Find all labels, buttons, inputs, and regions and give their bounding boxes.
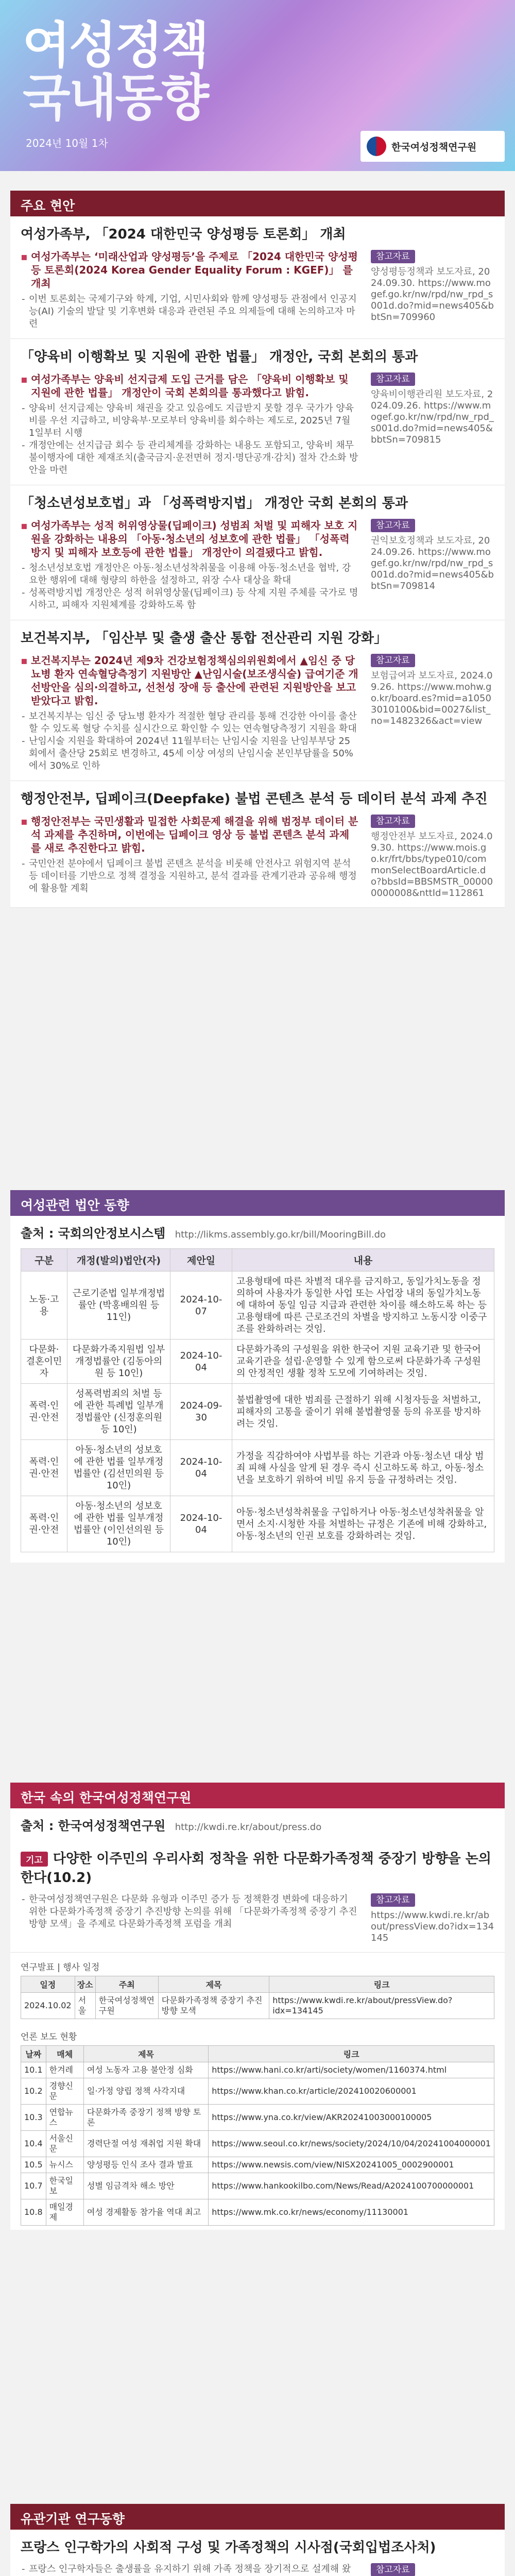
issue-item <box>10 339 505 485</box>
legislation-cell-category: 폭력·인권·안전 <box>21 1440 67 1496</box>
kwdi-article-title[interactable]: 기고 다양한 이주민의 우리사회 정착을 위한 다문화가족정책 중장기 방향을 논의한다(10.2) <box>21 1851 491 1886</box>
mini-cell: 성별 임금격차 해소 방안 <box>83 2173 208 2199</box>
issue-source <box>371 815 494 899</box>
mini-col-header: 날짜 <box>21 2046 46 2062</box>
issue-content <box>21 654 358 772</box>
legislation-cell-date: 2024-09-30 <box>170 1384 232 1440</box>
issue-bullet: - 보건복지부는 임신 중 당뇨병 환자가 적절한 혈당 관리를 통해 건강한 아이를 출산할 수 있도록 혈당 수치를 실시간으로 확인할 수 있는 연속혈당측정기 지원을 확대 <box>21 710 358 735</box>
issue-highlight: ▪ 여성가족부는 성적 허위영상물(딥페이크) 성범죄 처벌 및 피해자 보호 지원을 강화하는 내용의 「아동·청소년의 성보호에 관한 법률」 「성폭력방지 및 피해자 보호등에 관한 법률」 개정안이 의결됐다고 밝힘. <box>21 519 358 559</box>
mini-cell: 여성 노동자 고용 불안정 심화 <box>83 2062 208 2078</box>
mini-row <box>21 2173 494 2199</box>
legislation-cell-bill[interactable]: 성폭력범죄의 처벌 등에 관한 특례법 일부개정법률안 (신정훈의원 등 10인) <box>67 1384 170 1440</box>
legislation-cell-category: 폭력·인권·안전 <box>21 1496 67 1552</box>
legislation-col-header: 구분 <box>21 1249 67 1272</box>
domestic-issues-section <box>10 191 505 908</box>
mini-col-header: 제목 <box>83 2046 208 2062</box>
org-name: 한국여성정책연구원 <box>391 141 477 153</box>
mini-cell: 다문화가족정책 중장기 추진방향 모색 <box>158 1993 269 2019</box>
issue-source-label: 참고자료 <box>371 372 415 386</box>
mini-link-cell[interactable]: https://www.khan.co.kr/article/202410020600001 <box>209 2078 494 2105</box>
legislation-cell-category: 노동·고용 <box>21 1272 67 1340</box>
legislation-cell-date: 2024-10-04 <box>170 1496 232 1552</box>
legislation-row <box>21 1272 494 1340</box>
mini-col-header: 매체 <box>46 2046 83 2062</box>
org-logo[interactable] <box>360 131 505 162</box>
issue-bullet: - 양육비 선지급제는 양육비 채권을 갖고 있음에도 지급받지 못할 경우 국가가 양육비를 우선 지급하고, 비양육부·모로부터 양육비를 회수하는 제도로, 2025년 7월 1일부터 시행 <box>21 402 358 439</box>
kwdi-article <box>10 1841 505 1953</box>
related-research-section <box>10 2504 505 2576</box>
legislation-row <box>21 1384 494 1440</box>
kwdi-press-label: 언론 보도 현황 <box>21 2032 77 2042</box>
legislation-cell-content: 가정을 직감하여야 사법부를 하는 기관과 아동·청소년 대상 범죄 피해 사실을 알게 된 경우 즉시 신고하도록 하고, 아동·청소년을 보호하기 위하여 비밀 유지 등을 규정하려는 것임. <box>232 1440 494 1496</box>
related-section-header: 유관기관 연구동향 <box>10 2504 505 2530</box>
related-items <box>10 2530 505 2576</box>
mini-col-header: 주최 <box>95 1976 158 1993</box>
issue-title[interactable]: 보건복지부, 「임산부 및 출생 출산 통합 전산관리 지원 강화」 <box>21 631 387 646</box>
issue-source <box>371 654 494 772</box>
kwdi-source-link[interactable]: http://kwdi.re.kr/about/press.do <box>175 1822 322 1833</box>
mini-cell: 일·가정 양립 정책 사각지대 <box>83 2078 208 2105</box>
mini-row <box>21 2131 494 2157</box>
legislation-cell-date: 2024-10-07 <box>170 1272 232 1340</box>
legislation-cell-bill[interactable]: 아동·청소년의 성보호에 관한 법률 일부개정법률안 (김선민의원 등 10인) <box>67 1440 170 1496</box>
legislation-table <box>21 1248 494 1552</box>
mini-cell: 10.8 <box>21 2199 46 2226</box>
legislation-cell-bill[interactable]: 근로기준법 일부개정법률안 (박홍배의원 등 11인) <box>67 1272 170 1340</box>
mini-cell: 한겨레 <box>46 2062 83 2078</box>
issue-title[interactable]: 「양육비 이행확보 및 지원에 관한 법률」 개정안, 국회 본회의 통과 <box>21 349 418 365</box>
mini-cell: 경향신문 <box>46 2078 83 2105</box>
mini-cell: 서울 <box>75 1993 95 2019</box>
mini-row <box>21 2105 494 2131</box>
legislation-row <box>21 1340 494 1384</box>
mini-link-cell[interactable]: https://www.seoul.co.kr/news/society/2024/10/04/20241004000001 <box>209 2131 494 2157</box>
kwdi-events-table <box>21 1976 494 2019</box>
kwdi-source <box>10 1808 505 1841</box>
legislation-cell-content: 불법촬영에 대한 범죄를 근절하기 위해 시청자등을 처벌하고, 피해자의 고통을 줄이기 위해 불법촬영물 등의 유포를 방지하려는 것임. <box>232 1384 494 1440</box>
legislation-source-title: 출처 : 국회의안정보시스템 <box>21 1226 166 1241</box>
mini-cell: 10.1 <box>21 2062 46 2078</box>
mini-cell: 다문화가족 중장기 정책 방향 토론 <box>83 2105 208 2131</box>
legislation-cell-content: 아동·청소년성착취물을 구입하거나 아동·청소년성착취물을 알면서 소지·시청한 자를 처벌하는 규정은 기존에 비해 강화하고, 아동·청소년의 인권 보호를 강화하려는 것임. <box>232 1496 494 1552</box>
mini-link-cell[interactable]: https://www.hani.co.kr/arti/society/women/1160374.html <box>209 2062 494 2078</box>
mini-cell: 10.4 <box>21 2131 46 2157</box>
issue-source-label: 참고자료 <box>371 250 415 263</box>
mini-cell: 10.7 <box>21 2173 46 2199</box>
kwdi-article-badge: 기고 <box>21 1852 48 1867</box>
legislation-col-header: 제안일 <box>170 1249 232 1272</box>
legislation-col-header: 개정(발의)법안(자) <box>67 1249 170 1272</box>
legislation-col-header: 내용 <box>232 1249 494 1272</box>
legislation-section <box>10 1190 505 1563</box>
mini-cell: 한국여성정책연구원 <box>95 1993 158 2019</box>
mini-cell: 10.3 <box>21 2105 46 2131</box>
mini-cell: 양성평등 인식 조사 결과 발표 <box>83 2157 208 2173</box>
mini-cell: 뉴시스 <box>46 2157 83 2173</box>
mini-cell: 서울신문 <box>46 2131 83 2157</box>
newsletter-subtitle: 국내동향 <box>23 69 208 127</box>
issue-bullet: - 난임시술 지원을 확대하여 2024년 11월부터는 난임시술 지원을 난임부부당 25회에서 출산당 25회로 변경하고, 45세 이상 여성의 난임시술 본인부담률을 50%에서 30%로 인하 <box>21 735 358 772</box>
mini-col-header: 링크 <box>209 2046 494 2062</box>
legislation-cell-category: 폭력·인권·안전 <box>21 1384 67 1440</box>
issue-content <box>21 250 358 330</box>
issue-source-link[interactable]: 권익보호정책과 보도자료, 2024.09.26. https://www.mogef.go.kr/nw/rpd/nw_rpd_s001d.do?mid=news405&bbtSn=709814 <box>371 535 494 591</box>
research-item <box>10 2530 505 2576</box>
research-source-label: 참고자료 <box>371 2563 415 2576</box>
mini-cell: 연합뉴스 <box>46 2105 83 2131</box>
issue-item <box>10 216 505 339</box>
header-banner <box>0 0 515 171</box>
legislation-row <box>21 1440 494 1496</box>
kwdi-section-header: 한국 속의 한국여성정책연구원 <box>10 1783 505 1808</box>
legislation-source <box>10 1216 505 1248</box>
mini-cell: 경력단절 여성 재취업 지원 확대 <box>83 2131 208 2157</box>
issue-item <box>10 485 505 620</box>
issue-bullet: - 청소년성보호법 개정안은 아동·청소년성착취물을 이용해 아동·청소년을 협박, 강요한 행위에 대해 형량의 하한을 설정하고, 위장 수사 대상을 확대 <box>21 562 358 587</box>
issue-highlight: ▪ 여성가족부는 양육비 선지급제 도입 근거를 담은 「양육비 이행확보 및 지원에 관한 법률」 개정안이 국회 본회의를 통과했다고 밝힘. <box>21 372 358 399</box>
kwdi-press-table <box>21 2045 494 2226</box>
issue-bullet: - 이번 토론회는 국제기구와 학계, 기업, 시민사회와 함께 양성평등 관점에서 인공지능(AI) 기술의 발달 및 기후변화 대응과 관련된 주요 의제들에 대해 논의하고자 마련 <box>21 293 358 330</box>
kwdi-article-source <box>371 1893 494 1944</box>
mini-cell: 10.2 <box>21 2078 46 2105</box>
mini-row <box>21 1993 494 2019</box>
kwdi-events-label: 연구발표 | 행사 일정 <box>21 1962 100 1973</box>
mini-col-header: 링크 <box>269 1976 494 1993</box>
issue-content <box>21 519 358 612</box>
issue-highlight: ▪ 행정안전부는 국민생활과 밀접한 사회문제 해결을 위해 범정부 데이터 분석 과제를 추진하며, 이번에는 딥페이크 영상 등 불법 콘텐츠 분석 과제를 새로 추진한다고 밝힘. <box>21 815 358 855</box>
legislation-table-body <box>21 1272 494 1552</box>
research-text: - 프랑스 인구학자들은 출생률을 유지하기 위해 가족 정책을 장기적으로 설계해 왔 <box>21 2563 358 2576</box>
issue-highlight: ▪ 여성가족부는 ‘미래산업과 양성평등’을 주제로 「2024 대한민국 양성평등 토론회(2024 Korea Gender Equality Forum : KGEF)」 를 개최 <box>21 250 358 290</box>
issue-source-label: 참고자료 <box>371 815 415 828</box>
issue-source-link[interactable]: 보험급여과 보도자료, 2024.09.26. https://www.mohw.go.kr/board.es?mid=a10503010100&bid=0027&list_no=1482326&act=view <box>371 670 493 726</box>
mini-cell: 한국일보 <box>46 2173 83 2199</box>
research-title[interactable]: 프랑스 인구학가의 사회적 구성 및 가족정책의 시사점(국회입법조사처) <box>21 2540 436 2555</box>
newsletter-title: 여성정책 <box>23 16 208 74</box>
issue-bullet: - 성폭력방지법 개정안은 성적 허위영상물(딥페이크) 등 삭제 지원 주체를 국가로 명시하고, 피해자 지원체계를 강화하도록 함 <box>21 587 358 612</box>
mini-cell: 여성 경제활동 참가율 역대 최고 <box>83 2199 208 2226</box>
mini-cell: 2024.10.02 <box>21 1993 75 2019</box>
legislation-cell-bill[interactable]: 다문화가족지원법 일부개정법률안 (김동아의원 등 10인) <box>67 1340 170 1384</box>
mini-cell: 매일경제 <box>46 2199 83 2226</box>
mini-row <box>21 2157 494 2173</box>
legislation-cell-date: 2024-10-04 <box>170 1440 232 1496</box>
issue-highlight: ▪ 보건복지부는 2024년 제9차 건강보험정책심의위원회에서 ▲임신 중 당뇨병 환자 연속혈당측정기 지원방안 ▲난임시술(보조생식술) 급여기준 개선방안을 심의·의결하고, 선천성 장애 등 출산에 관련된 지원방안을 보고받았다고 밝힘. <box>21 654 358 707</box>
legislation-row <box>21 1496 494 1552</box>
mini-col-header: 장소 <box>75 1976 95 1993</box>
issue-source-link[interactable]: 행정안전부 보도자료, 2024.09.30. https://www.mois.go.kr/frt/bbs/type010/commonSelectBoardArticle.do?bbsId=BBSMSTR_000000000008&nttId=112861 <box>371 831 493 899</box>
legislation-cell-bill[interactable]: 아동·청소년의 성보호에 관한 법률 일부개정법률안 (이인선의원 등 10인) <box>67 1496 170 1552</box>
legislation-cell-content: 다문화가족의 구성원을 위한 한국어 지원 교육기관 및 한국어 교육기관을 설립·운영할 수 있게 함으로써 다문화가족 구성원의 안정적인 생활 정착 도모에 기여하려는 것임. <box>232 1340 494 1384</box>
domestic-items <box>10 216 505 908</box>
mini-row <box>21 2078 494 2105</box>
mini-row <box>21 2062 494 2078</box>
issue-item <box>10 781 505 908</box>
kwdi-section <box>10 1783 505 2230</box>
issue-source <box>371 519 494 612</box>
mini-link-cell[interactable]: https://www.newsis.com/view/NISX20241005_0002900001 <box>209 2157 494 2173</box>
research-source <box>371 2563 494 2576</box>
issue-source <box>371 250 494 330</box>
kwdi-source-title: 출처 : 한국여성정책연구원 <box>21 1819 166 1833</box>
mini-cell: 10.5 <box>21 2157 46 2173</box>
domestic-section-header: 주요 현안 <box>10 191 505 216</box>
issue-source-link[interactable]: 양육비이행관리원 보도자료, 2024.09.26. https://www.mogef.go.kr/nw/rpd/nw_rpd_s001d.do?mid=news405&bbtSn=709815 <box>371 389 494 445</box>
issue-content <box>21 815 358 899</box>
mini-col-header: 제목 <box>158 1976 269 1993</box>
mini-link-cell[interactable]: https://www.mk.co.kr/news/economy/11130001 <box>209 2199 494 2226</box>
legislation-cell-category: 다문화·결혼이민자 <box>21 1340 67 1384</box>
mini-link-cell[interactable]: https://www.kwdi.re.kr/about/pressView.do?idx=134145 <box>269 1993 494 2019</box>
issue-bullet: - 개정안에는 선지급금 회수 등 관리체계를 강화하는 내용도 포함되고, 양육비 채무 불이행자에 대한 제재조치(출국금지·운전면허 정지·명단공개·감치) 절차 간소화 방안을 마련 <box>21 439 358 477</box>
issue-source-label: 참고자료 <box>371 519 415 532</box>
org-logo-icon <box>367 137 386 156</box>
issue-source <box>371 372 494 477</box>
issue-item <box>10 620 505 781</box>
issue-title[interactable]: 행정안전부, 딥페이크(Deepfake) 불법 콘텐츠 분석 등 데이터 분석 과제 추진 <box>21 791 488 807</box>
legislation-source-link[interactable]: http://likms.assembly.go.kr/bill/MooringBill.do <box>175 1229 386 1240</box>
issue-bullet: - 국민안전 분야에서 딥페이크 불법 콘텐츠 분석을 비롯해 안전사고 위험지역 분석 등 데이터를 기반으로 정책 결정을 지원하고, 분석 결과를 관계기관과 공유해 행정에 활용할 계획 <box>21 858 358 895</box>
mini-row <box>21 2199 494 2226</box>
mini-link-cell[interactable]: https://www.yna.co.kr/view/AKR20241003000100005 <box>209 2105 494 2131</box>
legislation-cell-date: 2024-10-04 <box>170 1340 232 1384</box>
kwdi-article-source-label: 참고자료 <box>371 1893 415 1907</box>
kwdi-article-text: - 한국여성정책연구원은 다문화 유형과 이주민 증가 등 정책환경 변화에 대응하기 위한 다문화가족정책 중장기 추진방향 논의를 위해 「다문화가족정책 중장기 추진 방향 모색」을 주제로 다문화가족정책 포럼을 개최 <box>21 1893 358 1944</box>
issue-source-link[interactable]: 양성평등정책과 보도자료, 2024.09.30. https://www.mogef.go.kr/nw/rpd/nw_rpd_s001d.do?mid=news405&bbtSn=709960 <box>371 266 494 323</box>
mini-col-header: 일정 <box>21 1976 75 1993</box>
legislation-cell-content: 고용형태에 따른 차별적 대우를 금지하고, 동일가치노동을 정의하여 사용자가 동일한 사업 또는 사업장 내의 동일가치노동에 대하여 동일 임금 지급과 관련한 차이를 해소하도록 하는 등 고용형태에 따른 근로조건의 차별을 방지하고 노동시장 이중구조를 완화하려는 것임. <box>232 1272 494 1340</box>
issue-source-label: 참고자료 <box>371 654 415 667</box>
issue-date: 2024년 10월 1차 <box>26 137 108 149</box>
legislation-section-header: 여성관련 법안 동향 <box>10 1190 505 1216</box>
issue-title[interactable]: 「청소년성보호법」과 「성폭력방지법」 개정안 국회 본회의 통과 <box>21 496 408 511</box>
issue-title[interactable]: 여성가족부, 「2024 대한민국 양성평등 토론회」 개최 <box>21 227 346 242</box>
kwdi-article-source-link[interactable]: https://www.kwdi.re.kr/about/pressView.do?idx=134145 <box>371 1910 494 1943</box>
issue-content <box>21 372 358 477</box>
legislation-table-header <box>21 1249 494 1272</box>
mini-link-cell[interactable]: https://www.hankookilbo.com/News/Read/A2024100700000001 <box>209 2173 494 2199</box>
